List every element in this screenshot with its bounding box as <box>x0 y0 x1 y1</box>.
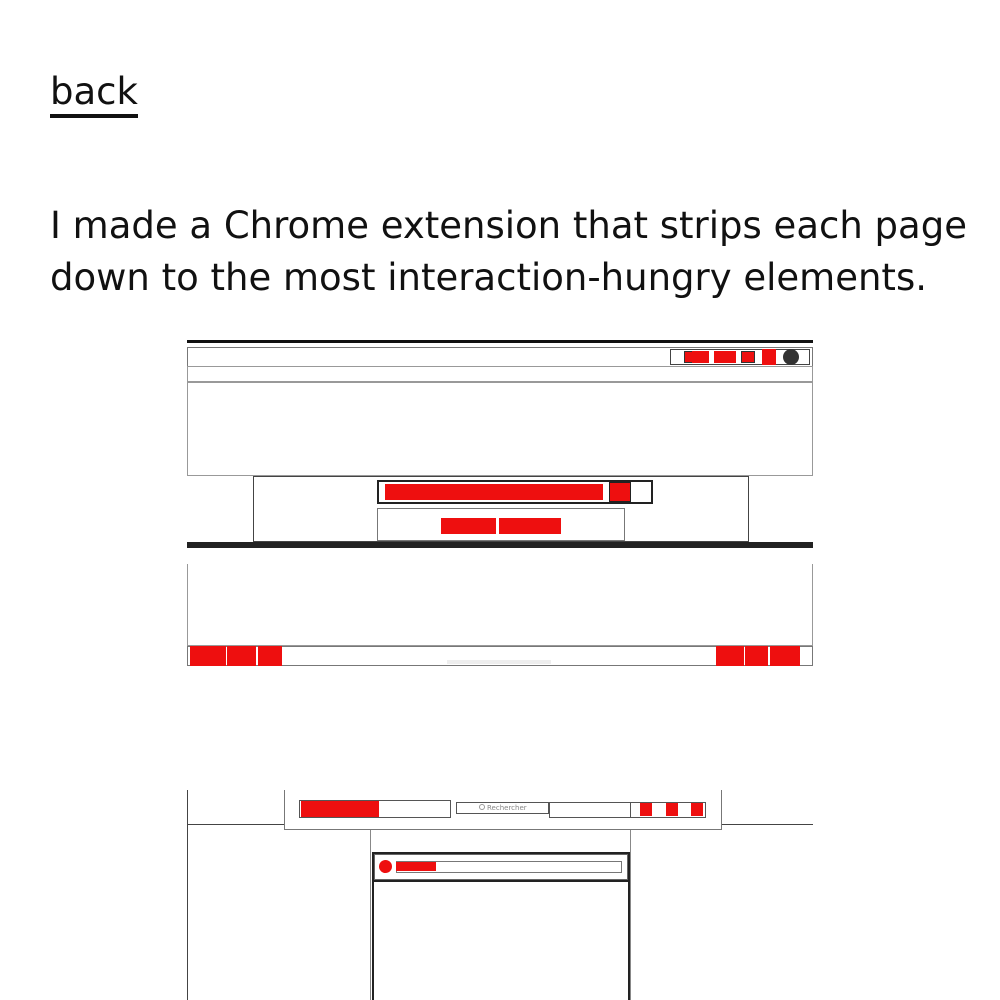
header-button-5[interactable] <box>762 349 776 365</box>
stripped-page-screenshot-2 <box>187 790 813 1000</box>
header-button-2[interactable] <box>692 351 709 363</box>
avatar[interactable] <box>783 349 799 365</box>
composer-highlight[interactable] <box>396 862 436 871</box>
footer-center-line <box>447 660 551 664</box>
search-submit-button[interactable] <box>609 482 631 502</box>
footer-link-6[interactable] <box>770 646 800 666</box>
search-icon <box>479 804 485 810</box>
card-divider <box>374 880 628 882</box>
outer-line-left <box>187 824 284 825</box>
footer-link-4[interactable] <box>716 646 744 666</box>
outer-line-right <box>722 824 813 825</box>
search-placeholder: Rechercher <box>487 804 527 812</box>
search-input-field[interactable] <box>385 484 603 500</box>
footer-link-5[interactable] <box>745 646 768 666</box>
nav-icon-2[interactable] <box>666 803 678 816</box>
top-border <box>187 340 813 343</box>
search-button[interactable] <box>441 518 496 534</box>
footer-link-1[interactable] <box>190 646 226 666</box>
sub-header-bar <box>187 366 813 382</box>
lucky-button[interactable] <box>499 518 561 534</box>
footer-link-2[interactable] <box>227 646 256 666</box>
logo-link[interactable] <box>301 801 379 817</box>
stripped-page-screenshot-1 <box>187 338 813 668</box>
nav-icon-3[interactable] <box>691 803 703 816</box>
footer-link-3[interactable] <box>258 646 282 666</box>
content-region <box>187 564 813 646</box>
header-button-3[interactable] <box>714 351 736 363</box>
hero-region <box>187 382 813 476</box>
back-link[interactable]: back <box>50 70 138 118</box>
section-divider <box>187 542 813 548</box>
header-button-4[interactable] <box>741 351 755 363</box>
left-border <box>187 790 188 1000</box>
profile-avatar[interactable] <box>379 860 392 873</box>
intro-text: I made a Chrome extension that strips each page down to the most interaction-hungry elements. <box>50 204 967 299</box>
nav-icon-1[interactable] <box>640 803 652 816</box>
